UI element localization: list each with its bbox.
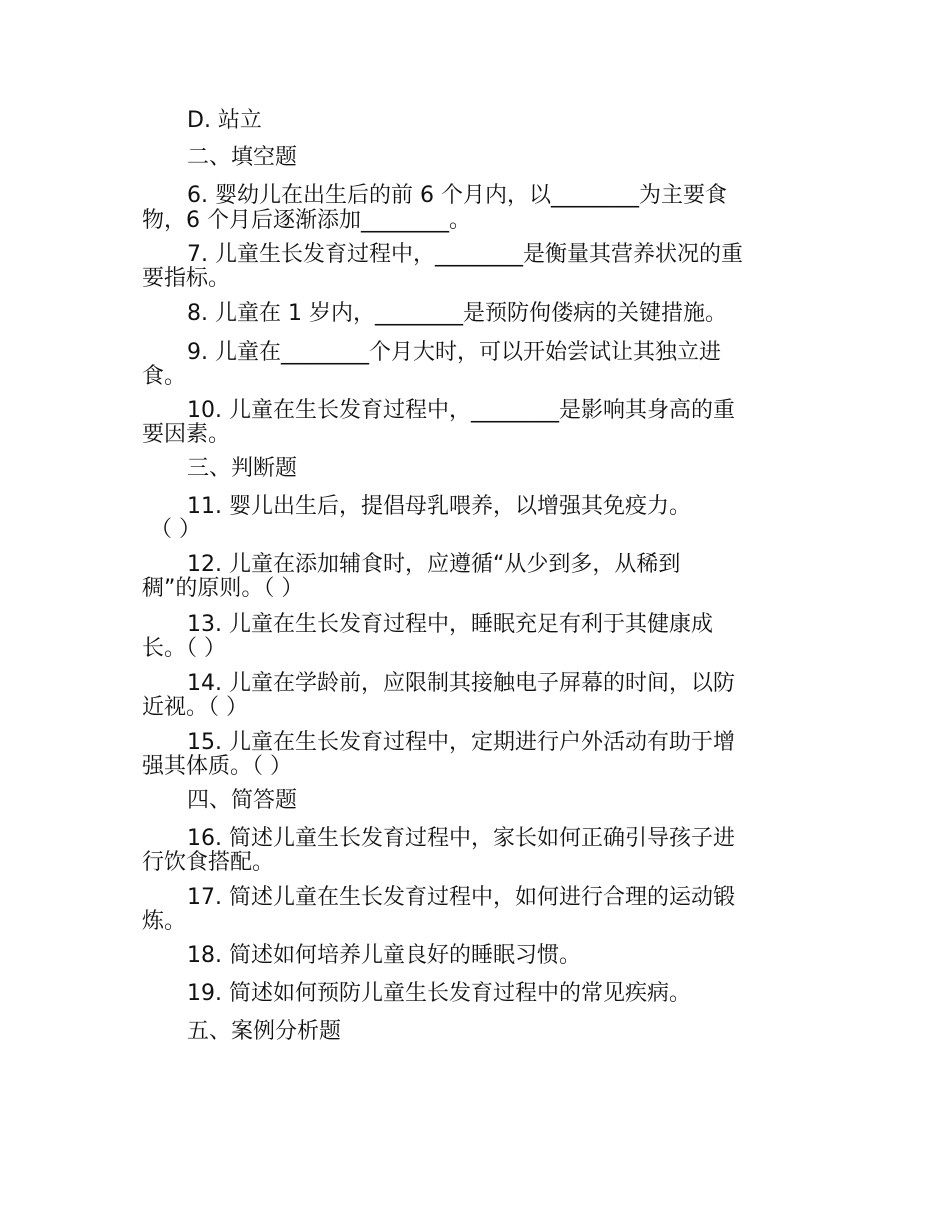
- question-line: 6. 婴幼儿在出生后的前 6 个月内，以________为主要食: [187, 183, 727, 208]
- question-line: 18. 简述如何培养儿童良好的睡眠习惯。: [187, 943, 581, 968]
- question-line: 16. 简述儿童生长发育过程中，家长如何正确引导孩子进: [187, 826, 735, 851]
- question-line-continuation: 食。: [142, 364, 187, 389]
- question-line-continuation: 炼。: [142, 909, 187, 934]
- question-line-continuation: 近视。（ ）: [142, 695, 248, 720]
- question-line-continuation: （ ）: [150, 517, 201, 542]
- section-heading: 五、案例分析题: [187, 1019, 342, 1044]
- question-line: 10. 儿童在生长发育过程中，________是影响其身高的重: [187, 398, 735, 423]
- question-line-continuation: 行饮食搭配。: [142, 850, 275, 875]
- question-line: 7. 儿童生长发育过程中，________是衡量其营养状况的重: [187, 242, 743, 267]
- section-heading: 四、简答题: [187, 788, 298, 813]
- question-line-continuation: 物，6 个月后逐渐添加________。: [142, 208, 471, 233]
- question-line: 12. 儿童在添加辅食时，应遵循“从少到多，从稀到: [187, 552, 681, 577]
- question-line-continuation: 要指标。: [142, 266, 231, 291]
- section-heading: 三、判断题: [187, 456, 298, 481]
- question-line: 13. 儿童在生长发育过程中，睡眠充足有利于其健康成: [187, 612, 713, 637]
- question-line: 15. 儿童在生长发育过程中，定期进行户外活动有助于增: [187, 730, 735, 755]
- question-line-continuation: 要因素。: [142, 422, 231, 447]
- question-line: 8. 儿童在 1 岁内，________是预防佝偻病的关键措施。: [187, 301, 727, 326]
- question-line-continuation: 稠”的原则。（ ）: [142, 576, 304, 601]
- question-line: 11. 婴儿出生后，提倡母乳喂养，以增强其免疫力。: [187, 494, 691, 519]
- question-line: 9. 儿童在________个月大时，可以开始尝试让其独立进: [187, 340, 721, 365]
- question-line-continuation: 强其体质。（ ）: [142, 754, 292, 779]
- answer-option: D. 站立: [187, 108, 262, 133]
- section-heading: 二、填空题: [187, 145, 298, 170]
- question-line: 14. 儿童在学龄前，应限制其接触电子屏幕的时间，以防: [187, 671, 735, 696]
- question-line: 17. 简述儿童在生长发育过程中，如何进行合理的运动锻: [187, 885, 735, 910]
- question-line: 19. 简述如何预防儿童生长发育过程中的常见疾病。: [187, 981, 691, 1006]
- question-line-continuation: 长。（ ）: [142, 636, 226, 661]
